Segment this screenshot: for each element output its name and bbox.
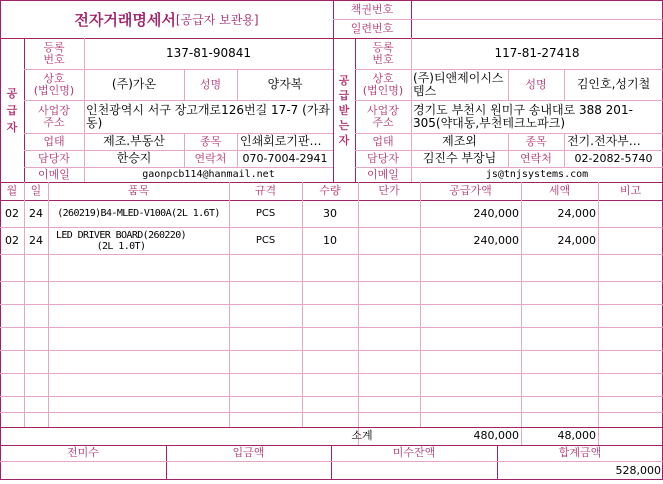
unpaid-value (0, 461, 164, 480)
receiver-contact: 02-2082-5740 (574, 151, 653, 165)
supplier-manager-label: 담당자 (38, 151, 70, 165)
receiver-manager-label: 담당자 (367, 151, 399, 165)
supplier-biz-type: 제조.부동산 (103, 134, 165, 148)
supplier-name-label: 상호 (법인명) (33, 71, 75, 97)
grid-line (0, 350, 663, 351)
table-row-cell-month: 02 (5, 233, 19, 247)
receiver-side-label: 공 급 받 는 자 (338, 73, 350, 147)
supplier-name: (주)가온 (111, 77, 157, 91)
table-row-cell-month: 02 (5, 206, 19, 220)
total-label: 합계금액 (558, 446, 602, 459)
supplier-contact: 070-7004-2941 (242, 151, 328, 165)
receiver-biz-type-label: 업태 (372, 134, 394, 148)
receiver-biz-type: 제조외 (442, 134, 477, 148)
balance-value (331, 461, 495, 480)
table-row-cell-tax: 24,000 (557, 233, 596, 247)
supplier-email: gaonpcb114@hanmail.net (142, 169, 275, 180)
table-row-cell-note (598, 200, 663, 227)
receiver-rep-label: 성명 (525, 77, 547, 91)
supplier-biz-type-label: 업태 (43, 134, 65, 148)
book-no-label: 책권번호 (350, 2, 394, 16)
receiver-email-label: 이메일 (367, 167, 399, 181)
col-header-day: 일 (30, 184, 42, 197)
receiver-contact-label: 연락처 (520, 151, 552, 165)
col-header-month: 월 (6, 184, 18, 197)
table-row-cell-supply: 240,000 (473, 206, 519, 220)
document-title: 전자거래명세서 (74, 10, 176, 29)
receiver-rep: 김인호,성기철 (576, 77, 651, 91)
table-row-cell-supply: 240,000 (473, 233, 519, 247)
supplier-rep-label: 성명 (199, 77, 222, 91)
receiver-addr: 경기도 부천시 원미구 송내대로 388 201-305(약대동,부천테크노파크) (413, 102, 633, 130)
table-row-cell-day: 24 (29, 233, 43, 247)
col-header-unit-price: 단가 (378, 184, 400, 197)
supplier-biz-item: 인쇄회로기판… (240, 134, 322, 148)
table-row-cell-tax: 24,000 (557, 206, 596, 220)
table-row-cell-day: 24 (29, 206, 43, 220)
receiver-biz-item: 전기.전자부… (567, 134, 641, 148)
paid-value (166, 461, 329, 480)
table-row-cell-spec: PCS (255, 208, 276, 219)
balance-label: 미수잔액 (392, 446, 436, 459)
title-block (0, 0, 333, 38)
subtotal-supply: 480,000 (473, 429, 519, 442)
supplier-contact-label: 연락처 (194, 151, 227, 165)
grid-line (0, 396, 663, 397)
subtotal-tax: 48,000 (557, 429, 596, 442)
receiver-addr-label: 사업장 주소 (367, 103, 399, 129)
supplier-reg-label: 등록 번호 (43, 40, 65, 66)
supplier-biz-item-label: 종목 (199, 134, 222, 148)
receiver-name-label: 상호 (법인명) (362, 71, 404, 97)
table-row-cell-item: (260219)B4-MLED-V100A(2L 1.6T) (57, 208, 220, 219)
receiver-reg-no: 117-81-27418 (494, 46, 580, 60)
receiver-email: js@tnjsystems.com (485, 169, 589, 180)
supplier-rep: 양자복 (267, 77, 303, 91)
supplier-addr: 인천광역시 서구 장고개로126번길 17-7 (가좌동) (86, 102, 330, 130)
grid-line (0, 304, 663, 305)
supplier-manager: 한승지 (116, 151, 152, 165)
col-header-note: 비고 (619, 184, 642, 197)
receiver-biz-item-label: 종목 (525, 134, 547, 148)
subtotal-label: 소계 (351, 429, 373, 442)
col-header-item: 품목 (127, 184, 150, 197)
table-row-cell-unit-price (358, 227, 418, 254)
document-subtitle: [공급자 보관용] (175, 12, 259, 27)
grid-line (0, 281, 663, 282)
supplier-addr-label: 사업장 주소 (38, 103, 70, 129)
grid-line (0, 373, 663, 374)
total-value: 528,000 (615, 463, 661, 477)
col-header-tax: 세액 (548, 184, 571, 197)
supplier-side-label: 공 급 자 (6, 86, 18, 134)
receiver-manager: 김진수 부장님 (422, 151, 497, 165)
paid-label: 입금액 (232, 446, 265, 459)
grid-line (0, 412, 663, 413)
receiver-name: (주)티앤제이시스템스 (413, 70, 504, 98)
grid-line (0, 327, 663, 328)
table-row-cell-qty: 10 (323, 233, 337, 247)
supplier-email-label: 이메일 (38, 167, 70, 181)
table-row-cell-qty: 30 (323, 206, 337, 220)
col-header-qty: 수량 (319, 184, 341, 197)
receiver-reg-label: 등록 번호 (372, 40, 394, 66)
unpaid-label: 전미수 (67, 446, 99, 459)
col-header-spec: 규격 (254, 184, 277, 197)
table-row-cell-unit-price (358, 200, 418, 227)
table-row-cell-note (598, 227, 663, 254)
grid-line (0, 254, 663, 255)
table-row-cell-spec: PCS (255, 235, 276, 246)
table-row-cell-item: LED DRIVER BOARD(260220)(2L 1.0T) (55, 229, 187, 252)
col-header-supply: 공급가액 (449, 184, 492, 197)
serial-no-label: 일련번호 (350, 21, 394, 35)
supplier-reg-no: 137-81-90841 (165, 46, 251, 60)
